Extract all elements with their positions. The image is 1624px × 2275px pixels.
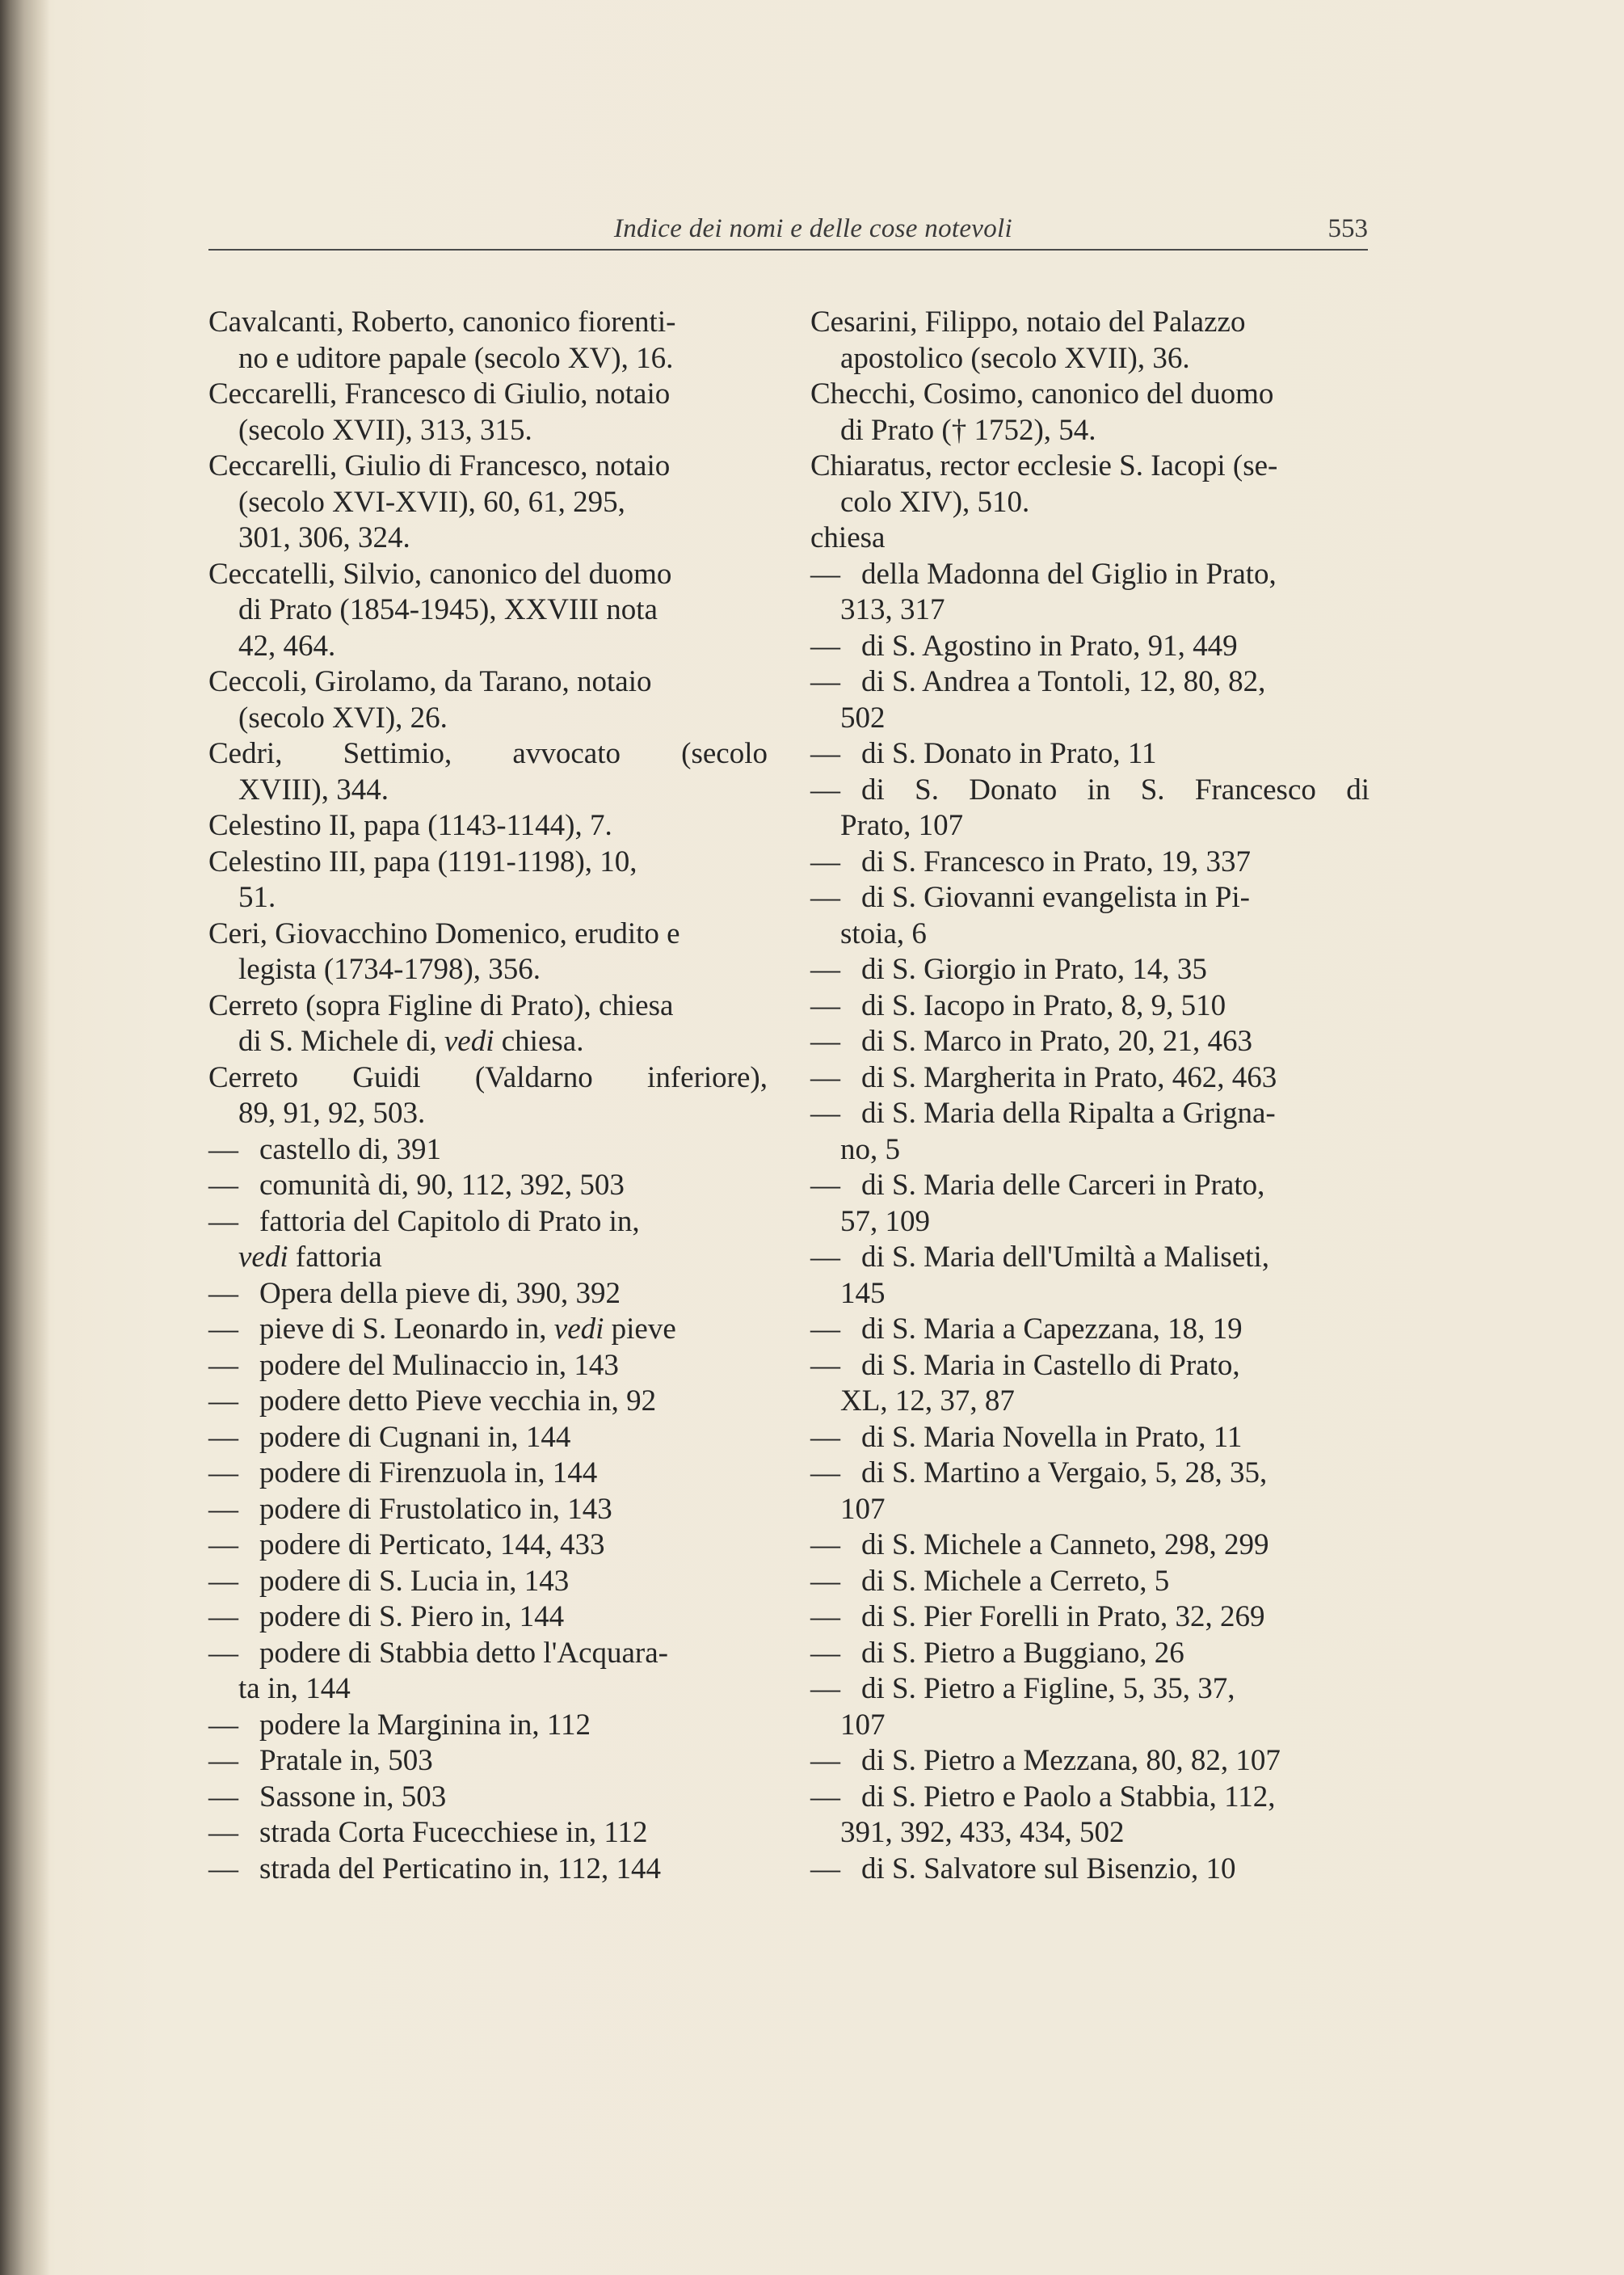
entry-text: di S. Salvatore sul Bisenzio, 10 bbox=[861, 1852, 1236, 1885]
index-subentry-line bbox=[840, 916, 1369, 953]
index-entry-line bbox=[208, 845, 768, 881]
index-entry-line bbox=[238, 1096, 768, 1132]
entry-text: podere di Frustolatico in, 143 bbox=[259, 1492, 612, 1526]
entry-italic-ref: vedi bbox=[444, 1025, 494, 1058]
subentry-dash: — bbox=[810, 1025, 840, 1058]
index-subentry-line bbox=[840, 1815, 1369, 1852]
entry-text: di S. Margherita in Prato, 462, 463 bbox=[861, 1060, 1277, 1094]
index-subentry-line bbox=[810, 1312, 1369, 1348]
entry-text: 107 bbox=[840, 1708, 886, 1742]
subentry-dash: — bbox=[810, 557, 840, 591]
entry-text: Pratale in, 503 bbox=[259, 1744, 433, 1777]
entry-text: di S. Andrea a Tontoli, 12, 80, 82, bbox=[861, 665, 1266, 698]
subentry-dash: — bbox=[208, 1780, 238, 1814]
entry-text: fattoria del Capitolo di Prato in, bbox=[259, 1204, 640, 1238]
index-entry-line bbox=[238, 880, 768, 916]
entry-text: legista (1734-1798), 356. bbox=[238, 953, 541, 986]
entry-text: 57, 109 bbox=[840, 1204, 930, 1238]
index-subentry-line bbox=[208, 1276, 768, 1312]
index-subentry-line bbox=[810, 1060, 1369, 1097]
subentry-dash: — bbox=[810, 1312, 840, 1346]
entry-text: no, 5 bbox=[840, 1132, 900, 1166]
subentry-dash: — bbox=[208, 1600, 238, 1633]
subentry-dash: — bbox=[810, 665, 840, 698]
entry-text: pieve di S. Leonardo in, bbox=[259, 1312, 554, 1346]
index-entry-line bbox=[840, 413, 1369, 449]
subentry-dash: — bbox=[810, 737, 840, 770]
entry-text: podere di S. Piero in, 144 bbox=[259, 1600, 565, 1633]
entry-text: 145 bbox=[840, 1276, 886, 1310]
index-subentry-line bbox=[208, 1492, 768, 1528]
entry-text: di S. Pietro a Mezzana, 80, 82, 107 bbox=[861, 1744, 1281, 1777]
entry-text: di S. Donato in Prato, 11 bbox=[861, 737, 1157, 770]
index-subentry-line bbox=[810, 773, 1369, 809]
index-entry-line bbox=[238, 413, 768, 449]
index-entry-line bbox=[238, 701, 768, 737]
subentry-dash: — bbox=[810, 1456, 840, 1489]
entry-text: 51. bbox=[238, 881, 276, 914]
subentry-dash: — bbox=[208, 1636, 238, 1670]
index-entry-line bbox=[208, 808, 768, 845]
index-entry-line bbox=[238, 952, 768, 988]
index-entry-line bbox=[810, 377, 1369, 413]
subentry-dash: — bbox=[208, 1312, 238, 1346]
index-subentry-line bbox=[840, 1708, 1369, 1744]
index-subentry-line bbox=[810, 1671, 1369, 1708]
subentry-dash: — bbox=[208, 1384, 238, 1418]
entry-italic-ref: vedi bbox=[238, 1241, 288, 1274]
entry-text: podere di Cugnani in, 144 bbox=[259, 1420, 571, 1454]
entry-text: 89, 91, 92, 503. bbox=[238, 1097, 426, 1130]
index-entry-line bbox=[208, 305, 768, 341]
entry-text: ta in, 144 bbox=[238, 1672, 351, 1705]
entry-text: Cerreto (sopra Figline di Prato), chiesa bbox=[208, 988, 674, 1022]
index-subentry-line bbox=[208, 1168, 768, 1204]
subentry-dash: — bbox=[208, 1708, 238, 1742]
subentry-dash: — bbox=[810, 1169, 840, 1202]
entry-text: castello di, 391 bbox=[259, 1132, 442, 1166]
index-entry-line bbox=[238, 341, 768, 377]
index-subentry-line bbox=[238, 1240, 768, 1276]
entry-text: podere di Firenzuola in, 144 bbox=[259, 1456, 598, 1489]
page-number: 553 bbox=[1327, 214, 1368, 243]
entry-text: di S. Iacopo in Prato, 8, 9, 510 bbox=[861, 988, 1226, 1022]
index-subentry-line bbox=[840, 1276, 1369, 1312]
index-entry-line bbox=[208, 557, 768, 593]
index-entry-line bbox=[208, 916, 768, 953]
index-entry-line bbox=[208, 664, 768, 701]
entry-text: Celestino II, papa (1143-1144), 7. bbox=[208, 809, 612, 842]
subentry-dash: — bbox=[208, 1816, 238, 1849]
index-subentry-line bbox=[810, 952, 1369, 988]
entry-text: di S. Donato in S. Francesco di bbox=[861, 773, 1369, 807]
entry-text: (secolo XVI), 26. bbox=[238, 701, 448, 735]
entry-text: di S. Agostino in Prato, 91, 449 bbox=[861, 629, 1238, 663]
entry-text: colo XIV), 510. bbox=[840, 485, 1030, 519]
entry-text: Celestino III, papa (1191-1198), 10, bbox=[208, 845, 637, 878]
entry-text: Cerreto Guidi (Valdarno inferiore), bbox=[208, 1060, 768, 1094]
entry-text: chiesa bbox=[810, 521, 886, 554]
subentry-dash: — bbox=[208, 1564, 238, 1598]
entry-text: 42, 464. bbox=[238, 629, 336, 663]
subentry-dash: — bbox=[810, 1852, 840, 1885]
index-subentry-line bbox=[208, 1564, 768, 1600]
index-entry-line bbox=[840, 485, 1369, 521]
index-subentry-line bbox=[208, 1384, 768, 1420]
subentry-dash: — bbox=[208, 1492, 238, 1526]
index-subentry-line bbox=[810, 1564, 1369, 1600]
index-subentry-line bbox=[810, 664, 1369, 701]
index-subentry-line bbox=[810, 880, 1369, 916]
entry-text: podere di Perticato, 144, 433 bbox=[259, 1528, 605, 1561]
entry-text: Cedri, Settimio, avvocato (secolo bbox=[208, 737, 768, 770]
entry-text: apostolico (secolo XVII), 36. bbox=[840, 341, 1190, 375]
entry-text: comunità di, 90, 112, 392, 503 bbox=[259, 1169, 625, 1202]
index-subentry-line bbox=[238, 1671, 768, 1708]
index-subentry-line bbox=[810, 1240, 1369, 1276]
entry-text: di Prato (1854-1945), XXVIII nota bbox=[238, 593, 658, 626]
subentry-dash: — bbox=[208, 1169, 238, 1202]
entry-text: podere la Marginina in, 112 bbox=[259, 1708, 591, 1742]
subentry-dash: — bbox=[810, 845, 840, 878]
index-subentry-line bbox=[208, 1132, 768, 1169]
index-subentry-line bbox=[810, 557, 1369, 593]
subentry-dash: — bbox=[208, 1852, 238, 1885]
entry-text-after: fattoria bbox=[288, 1241, 382, 1274]
subentry-dash: — bbox=[810, 1348, 840, 1382]
entry-text: 301, 306, 324. bbox=[238, 521, 410, 554]
index-entry-line bbox=[810, 305, 1369, 341]
index-subentry-line bbox=[208, 1348, 768, 1384]
entry-text: di S. Michele a Cerreto, 5 bbox=[861, 1564, 1170, 1598]
index-subentry-line bbox=[810, 845, 1369, 881]
entry-text: Checchi, Cosimo, canonico del duomo bbox=[810, 377, 1274, 411]
entry-text: no e uditore papale (secolo XV), 16. bbox=[238, 341, 674, 375]
entry-text: strada del Perticatino in, 112, 144 bbox=[259, 1852, 661, 1885]
entry-text: di S. Pietro a Buggiano, 26 bbox=[861, 1636, 1184, 1670]
index-subentry-line bbox=[810, 1743, 1369, 1780]
index-subentry-line bbox=[208, 1420, 768, 1456]
subentry-dash: — bbox=[810, 1060, 840, 1094]
subentry-dash: — bbox=[810, 1241, 840, 1274]
entry-text: XL, 12, 37, 87 bbox=[840, 1384, 1015, 1418]
entry-text: di S. Maria della Ripalta a Grigna- bbox=[861, 1097, 1276, 1130]
index-subentry-line bbox=[208, 1743, 768, 1780]
index-subentry-line bbox=[810, 1024, 1369, 1060]
index-entry-line bbox=[238, 520, 768, 557]
index-entry-line bbox=[238, 629, 768, 665]
entry-text: Chiaratus, rector ecclesie S. Iacopi (se- bbox=[810, 449, 1278, 482]
entry-text: XVIII), 344. bbox=[238, 773, 389, 807]
entry-text: di S. Giorgio in Prato, 14, 35 bbox=[861, 953, 1207, 986]
entry-text: Prato, 107 bbox=[840, 809, 964, 842]
index-subentry-line bbox=[810, 1420, 1369, 1456]
entry-text: di S. Maria a Capezzana, 18, 19 bbox=[861, 1312, 1243, 1346]
index-entry-line bbox=[208, 1060, 768, 1097]
entry-text: 391, 392, 433, 434, 502 bbox=[840, 1816, 1125, 1849]
entry-text: Cavalcanti, Roberto, canonico fiorenti- bbox=[208, 305, 676, 339]
subentry-dash: — bbox=[208, 1420, 238, 1454]
subentry-dash: — bbox=[810, 1672, 840, 1705]
entry-text: Ceccarelli, Francesco di Giulio, notaio bbox=[208, 377, 671, 411]
subentry-dash: — bbox=[208, 1132, 238, 1166]
entry-text: Ceccarelli, Giulio di Francesco, notaio bbox=[208, 449, 671, 482]
subentry-dash: — bbox=[208, 1744, 238, 1777]
running-header bbox=[208, 210, 1368, 251]
entry-text: di S. Pietro a Figline, 5, 35, 37, bbox=[861, 1672, 1235, 1705]
subentry-dash: — bbox=[810, 1600, 840, 1633]
entry-text: di S. Giovanni evangelista in Pi- bbox=[861, 881, 1250, 914]
index-subentry-line bbox=[810, 736, 1369, 773]
entry-text: Ceccatelli, Silvio, canonico del duomo bbox=[208, 557, 672, 591]
entry-text: podere di Stabbia detto l'Acquara- bbox=[259, 1636, 668, 1670]
index-subentry-line bbox=[810, 1348, 1369, 1384]
index-subentry-line bbox=[810, 988, 1369, 1025]
subentry-dash: — bbox=[810, 1097, 840, 1130]
entry-text: di S. Martino a Vergaio, 5, 28, 35, bbox=[861, 1456, 1268, 1489]
entry-text-after: chiesa. bbox=[494, 1025, 584, 1058]
entry-text: di S. Michele di, bbox=[238, 1025, 444, 1058]
index-subentry-line bbox=[810, 1096, 1369, 1132]
entry-text: podere detto Pieve vecchia in, 92 bbox=[259, 1384, 657, 1418]
index-subentry-line bbox=[208, 1708, 768, 1744]
index-entry-line bbox=[810, 520, 1369, 557]
entry-text-after: pieve bbox=[604, 1312, 676, 1346]
index-subentry-line bbox=[810, 1168, 1369, 1204]
index-entry-line bbox=[208, 988, 768, 1025]
index-subentry-line bbox=[840, 808, 1369, 845]
index-subentry-line bbox=[208, 1456, 768, 1492]
entry-text: di Prato († 1752), 54. bbox=[840, 413, 1096, 447]
entry-text: di S. Maria dell'Umiltà a Maliseti, bbox=[861, 1241, 1270, 1274]
index-column-left bbox=[208, 305, 768, 1887]
index-subentry-line bbox=[840, 1204, 1369, 1241]
index-subentry-line bbox=[840, 1492, 1369, 1528]
entry-text: Ceri, Giovacchino Domenico, erudito e bbox=[208, 916, 680, 950]
entry-text: (secolo XVII), 313, 315. bbox=[238, 413, 532, 447]
entry-text: podere di S. Lucia in, 143 bbox=[259, 1564, 570, 1598]
index-subentry-line bbox=[208, 1527, 768, 1564]
index-column-right bbox=[810, 305, 1369, 1887]
entry-text: podere del Mulinaccio in, 143 bbox=[259, 1348, 619, 1382]
subentry-dash: — bbox=[810, 1420, 840, 1454]
index-entry-line bbox=[238, 592, 768, 629]
index-subentry-line bbox=[810, 1456, 1369, 1492]
index-subentry-line bbox=[810, 1599, 1369, 1636]
entry-text: Ceccoli, Girolamo, da Tarano, notaio bbox=[208, 665, 652, 698]
index-subentry-line bbox=[840, 1132, 1369, 1169]
entry-text: di S. Marco in Prato, 20, 21, 463 bbox=[861, 1025, 1253, 1058]
index-subentry-line bbox=[810, 1527, 1369, 1564]
index-entry-line bbox=[810, 449, 1369, 485]
index-subentry-line bbox=[208, 1599, 768, 1636]
subentry-dash: — bbox=[810, 1744, 840, 1777]
entry-text: di S. Michele a Canneto, 298, 299 bbox=[861, 1528, 1269, 1561]
index-subentry-line bbox=[208, 1815, 768, 1852]
subentry-dash: — bbox=[810, 953, 840, 986]
index-subentry-line bbox=[208, 1636, 768, 1672]
entry-text: di S. Maria in Castello di Prato, bbox=[861, 1348, 1240, 1382]
index-subentry-line bbox=[208, 1204, 768, 1241]
subentry-dash: — bbox=[208, 1348, 238, 1382]
entry-text: 502 bbox=[840, 701, 886, 735]
subentry-dash: — bbox=[810, 629, 840, 663]
index-entry-line bbox=[840, 341, 1369, 377]
subentry-dash: — bbox=[208, 1204, 238, 1238]
entry-text: di S. Pier Forelli in Prato, 32, 269 bbox=[861, 1600, 1265, 1633]
index-entry-line bbox=[208, 736, 768, 773]
entry-text: di S. Pietro e Paolo a Stabbia, 112, bbox=[861, 1780, 1276, 1814]
entry-text: stoia, 6 bbox=[840, 916, 927, 950]
index-subentry-line bbox=[810, 1852, 1369, 1888]
index-entry-line bbox=[208, 377, 768, 413]
index-subentry-line bbox=[810, 1780, 1369, 1816]
index-subentry-line bbox=[810, 629, 1369, 665]
index-subentry-line bbox=[840, 1384, 1369, 1420]
index-subentry-line bbox=[840, 592, 1369, 629]
index-subentry-line bbox=[208, 1780, 768, 1816]
index-entry-line bbox=[238, 773, 768, 809]
index-subentry-line bbox=[840, 701, 1369, 737]
entry-italic-ref: vedi bbox=[553, 1312, 604, 1346]
index-entry-line bbox=[238, 485, 768, 521]
subentry-dash: — bbox=[810, 773, 840, 807]
subentry-dash: — bbox=[810, 1780, 840, 1814]
index-subentry-line bbox=[208, 1312, 768, 1348]
subentry-dash: — bbox=[810, 1564, 840, 1598]
entry-text: della Madonna del Giglio in Prato, bbox=[861, 557, 1277, 591]
subentry-dash: — bbox=[810, 1528, 840, 1561]
subentry-dash: — bbox=[810, 881, 840, 914]
entry-text: Sassone in, 503 bbox=[259, 1780, 447, 1814]
index-subentry-line bbox=[208, 1852, 768, 1888]
running-title: Indice dei nomi e delle cose notevoli bbox=[613, 214, 1012, 243]
entry-text: di S. Francesco in Prato, 19, 337 bbox=[861, 845, 1251, 878]
entry-text: (secolo XVI-XVII), 60, 61, 295, bbox=[238, 485, 625, 519]
index-subentry-line bbox=[810, 1636, 1369, 1672]
subentry-dash: — bbox=[810, 988, 840, 1022]
subentry-dash: — bbox=[810, 1636, 840, 1670]
entry-text: 313, 317 bbox=[840, 593, 945, 626]
book-spine-shadow bbox=[0, 0, 50, 2275]
entry-text: strada Corta Fucecchiese in, 112 bbox=[259, 1816, 648, 1849]
index-entry-line bbox=[208, 449, 768, 485]
entry-text: Cesarini, Filippo, notaio del Palazzo bbox=[810, 305, 1246, 339]
entry-text: di S. Maria Novella in Prato, 11 bbox=[861, 1420, 1243, 1454]
index-entry-line bbox=[238, 1024, 768, 1060]
entry-text: Opera della pieve di, 390, 392 bbox=[259, 1276, 621, 1310]
subentry-dash: — bbox=[208, 1528, 238, 1561]
entry-text: di S. Maria delle Carceri in Prato, bbox=[861, 1169, 1265, 1202]
subentry-dash: — bbox=[208, 1456, 238, 1489]
subentry-dash: — bbox=[208, 1276, 238, 1310]
entry-text: 107 bbox=[840, 1492, 886, 1526]
